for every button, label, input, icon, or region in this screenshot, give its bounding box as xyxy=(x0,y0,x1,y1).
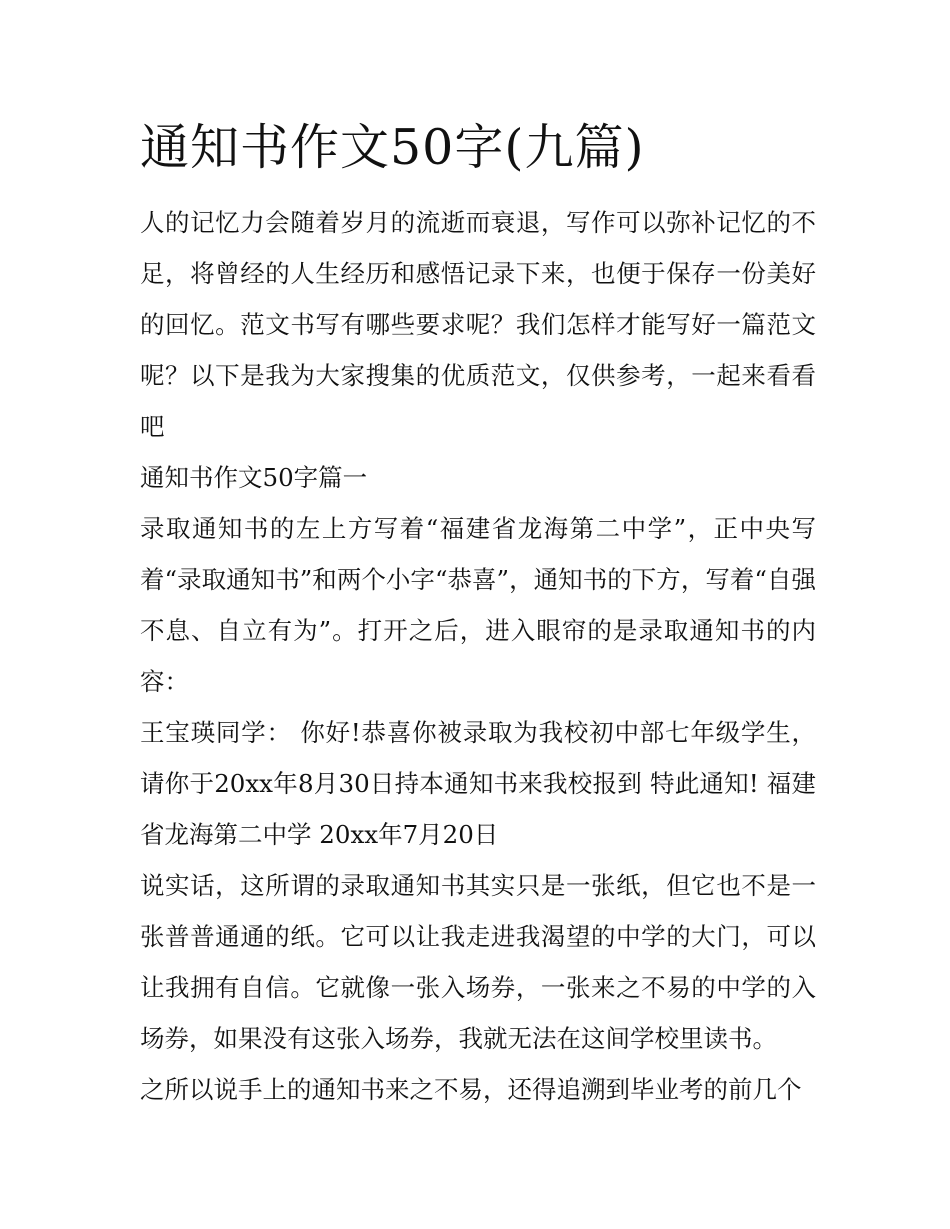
document-title: 通知书作文50字(九篇) xyxy=(140,119,645,176)
document-body xyxy=(140,112,816,1115)
body-paragraph: 录取通知书的左上方写着“福建省龙海第二中学”，正中央写着“录取通知书”和两个小字“恭喜”，通知书的下方，写着“自强不息、自立有为”。打开之后，进入眼帘的是录取通知书的内容： xyxy=(140,514,816,696)
letter-paragraph: 王宝瑛同学： 你好!恭喜你被录取为我校初中部七年级学生，请你于20xx年8月30日持本通知书来我校报到 特此通知! 福建省龙海第二中学 20xx年7月20日 xyxy=(140,718,816,849)
body-paragraph: 之所以说手上的通知书来之不易，还得追溯到毕业考的前几个 xyxy=(140,1075,802,1104)
body-paragraph: 说实话，这所谓的录取通知书其实只是一张纸，但它也不是一张普普通通的纸。它可以让我走进我渴望的中学的大门，可以让我拥有自信。它就像一张入场券，一张来之不易的中学的入场券，如果没有这张入场券，我就无法在这间学校里读书。 xyxy=(140,871,816,1053)
intro-paragraph: 人的记忆力会随着岁月的流逝而衰退，写作可以弥补记忆的不足，将曾经的人生经历和感悟记录下来，也便于保存一份美好的回忆。范文书写有哪些要求呢？我们怎样才能写好一篇范文呢？以下是我为大家搜集的优质范文，仅供参考，一起来看看吧 xyxy=(140,208,816,441)
section-heading: 通知书作文50字篇一 xyxy=(140,463,368,492)
